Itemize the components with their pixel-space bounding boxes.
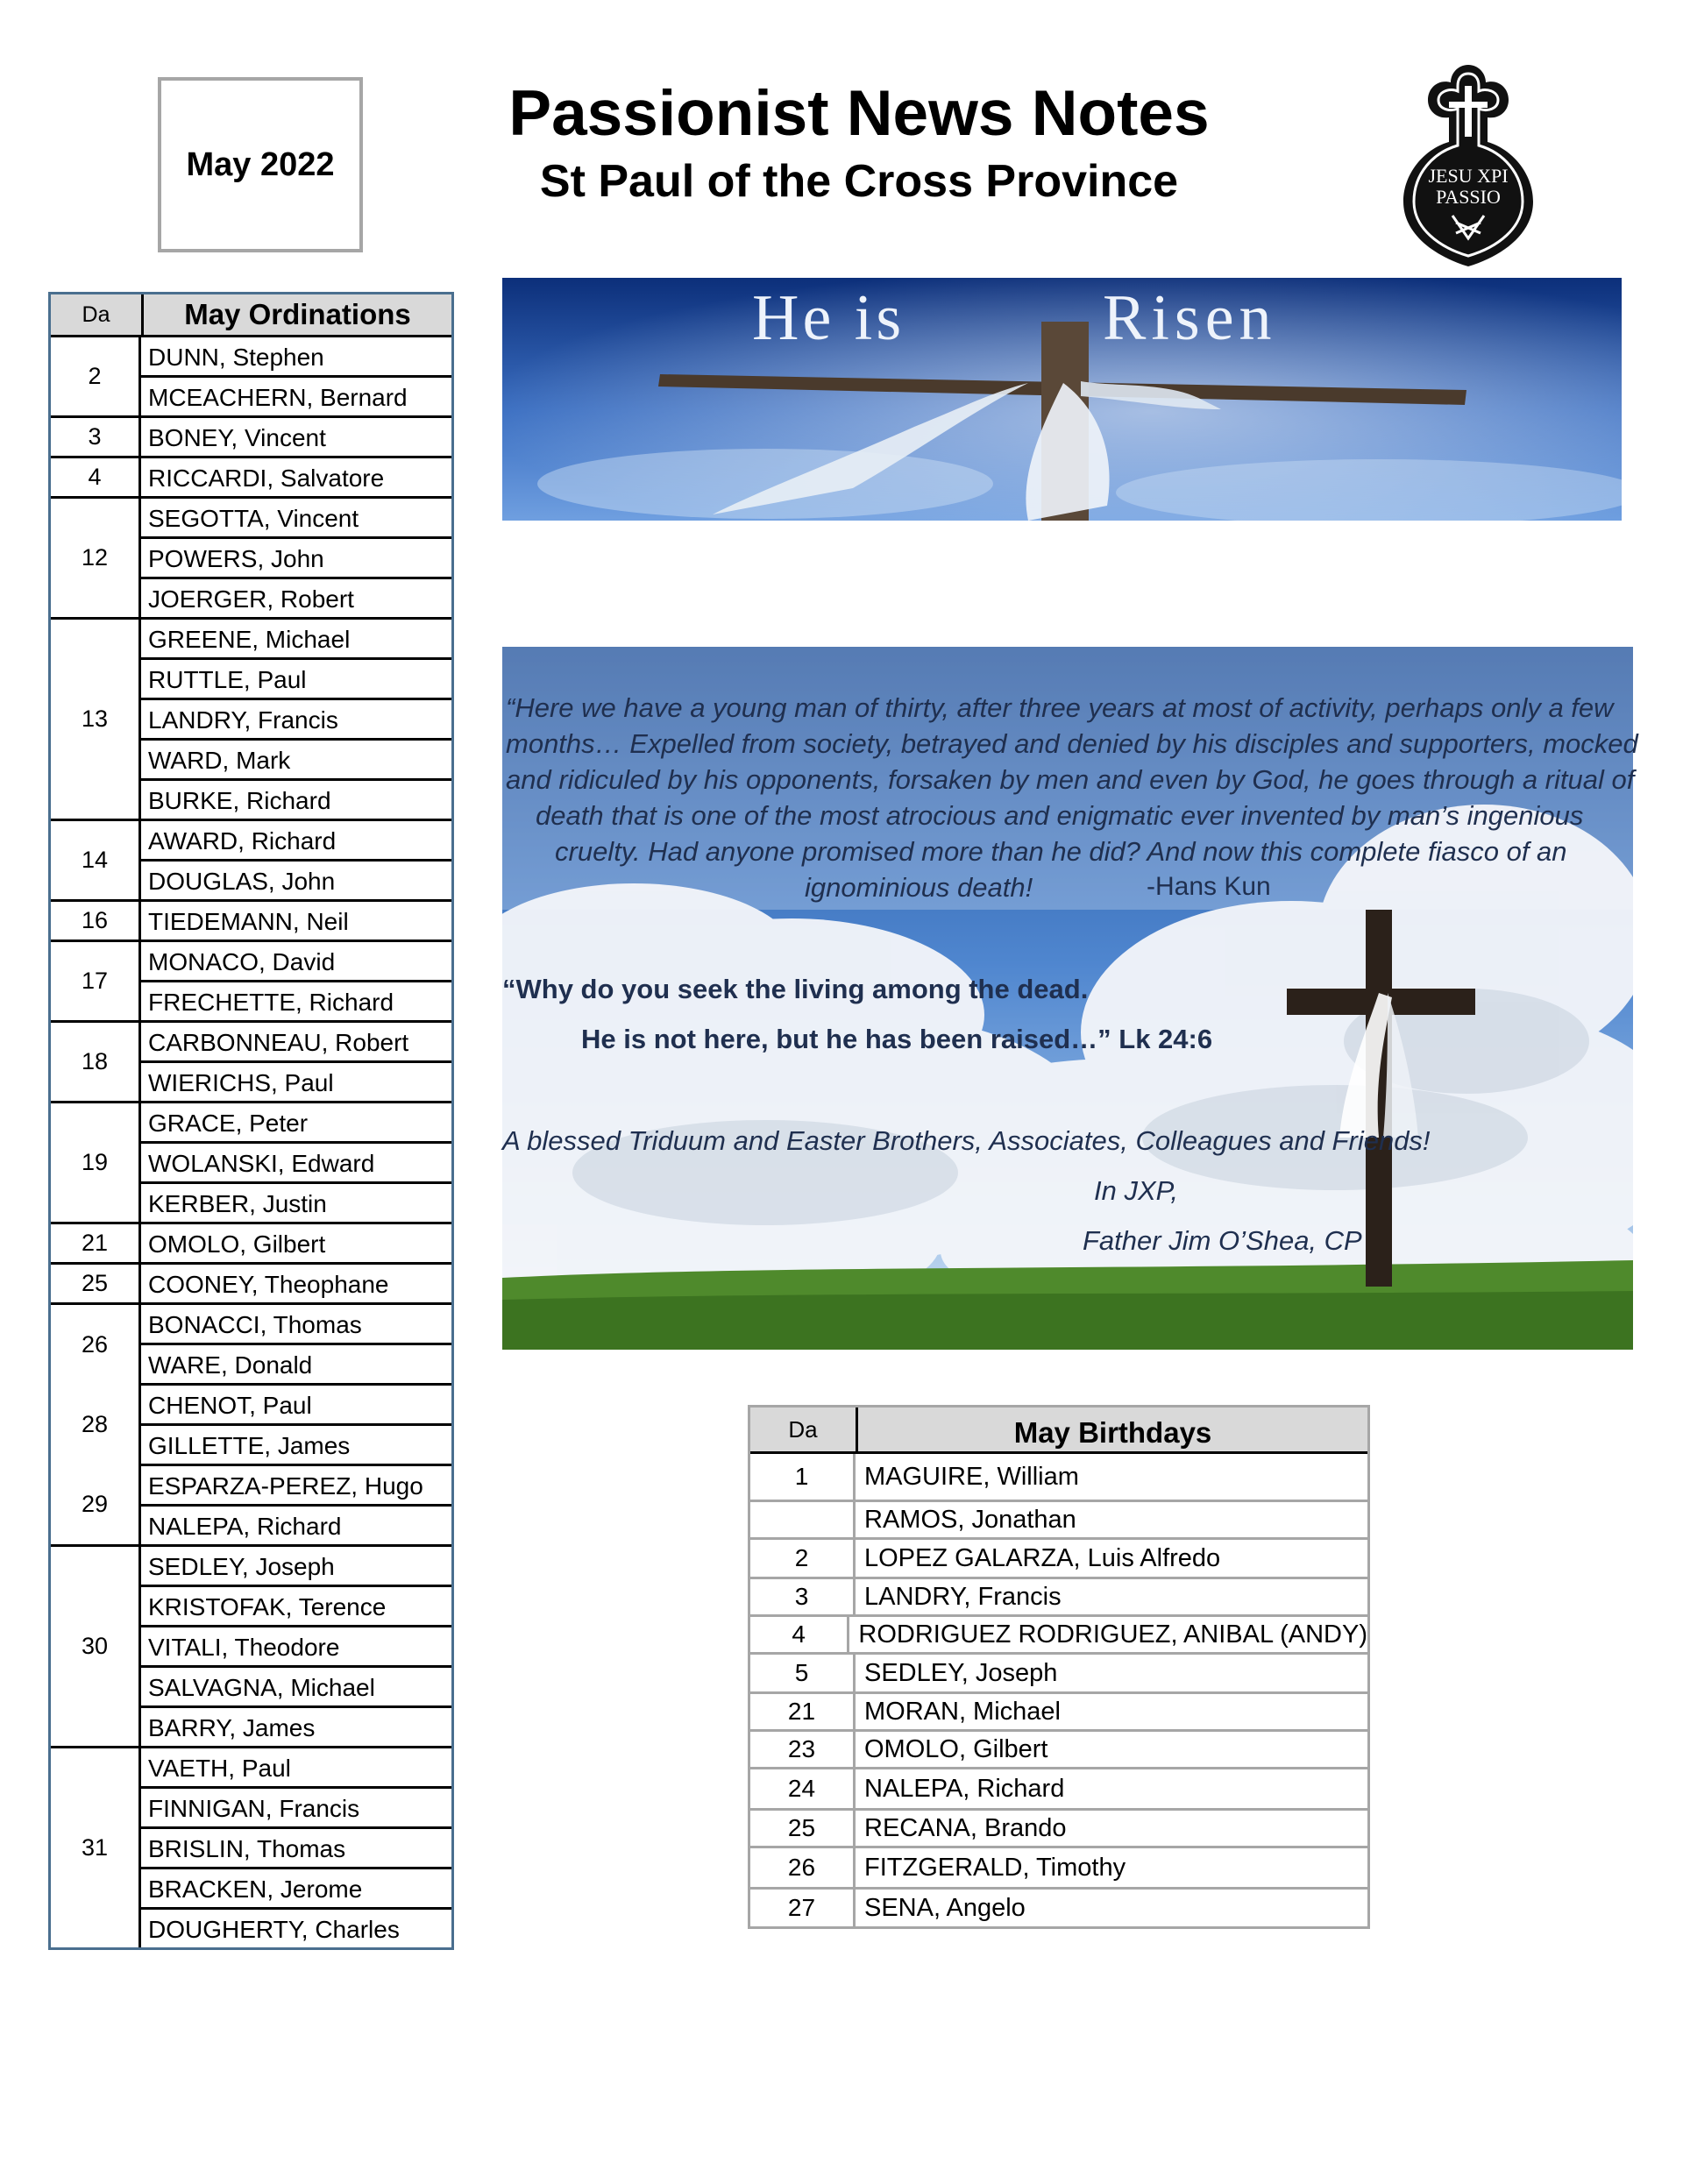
- ordinations-header: [51, 294, 451, 337]
- ordination-day: 19: [81, 1149, 109, 1175]
- ordination-day-cell: [51, 418, 141, 456]
- ordination-day-cell: [51, 620, 141, 819]
- ordination-day: 3: [88, 423, 102, 450]
- birthday-name: MAGUIRE, William: [864, 1463, 1079, 1491]
- birthday-name: FITZGERALD, Timothy: [864, 1854, 1126, 1882]
- ordination-day-cell: [51, 337, 141, 415]
- ordination-day-cell: [51, 1023, 141, 1101]
- birthday-day: 23: [750, 1732, 856, 1767]
- birthday-day: 25: [750, 1811, 856, 1846]
- ordination-day: 21: [81, 1230, 109, 1256]
- ordination-name: BRACKEN, Jerome: [141, 1869, 451, 1910]
- birthday-row: [750, 1890, 1367, 1926]
- easter-quote-card: [502, 647, 1638, 1350]
- birthday-name: RAMOS, Jonathan: [864, 1506, 1076, 1534]
- ordination-name: KRISTOFAK, Terence: [141, 1587, 451, 1627]
- ordination-day: 25: [81, 1270, 109, 1296]
- ordinations-body: [51, 337, 451, 1947]
- birthday-row: [750, 1502, 1367, 1540]
- ordination-name: BRISLIN, Thomas: [141, 1829, 451, 1869]
- birthday-row: [750, 1769, 1367, 1811]
- ordination-day: 29: [81, 1491, 109, 1517]
- ordination-name: AWARD, Richard: [141, 821, 451, 862]
- ordination-name: NALEPA, Richard: [148, 1513, 342, 1540]
- ordination-name: OMOLO, Gilbert: [148, 1230, 326, 1258]
- birthday-day: 3: [750, 1579, 856, 1614]
- ordination-day: 13: [81, 706, 109, 732]
- ordination-name: WARD, Mark: [141, 741, 451, 781]
- ordination-name: GILLETTE, James: [141, 1426, 451, 1466]
- ordination-day-group: [51, 337, 451, 418]
- quote-line-6: ignominious death!: [805, 872, 1033, 903]
- ordination-day: 28: [81, 1411, 109, 1437]
- ordinations-day-header: Da: [51, 294, 144, 335]
- birthday-name: SENA, Angelo: [864, 1894, 1026, 1922]
- ordination-day: 12: [81, 544, 109, 571]
- ordination-name: TIEDEMANN, Neil: [148, 908, 349, 935]
- verse-line-1: “Why do you seek the living among the dead.: [502, 974, 1089, 1004]
- he-is-risen-banner: [502, 278, 1622, 521]
- ordination-day: 16: [81, 907, 109, 933]
- ordination-name: CHENOT, Paul: [141, 1386, 451, 1426]
- ordination-name: KERBER, Justin: [148, 1190, 327, 1217]
- ordination-name: GRACE, Peter: [141, 1103, 451, 1144]
- birthday-day: 4: [750, 1617, 849, 1652]
- ordination-name: COONEY, Theophane: [148, 1271, 389, 1298]
- birthdays-body: [750, 1454, 1367, 1926]
- ordination-day-cell: [51, 1748, 141, 1947]
- ordination-name: FRECHETTE, Richard: [148, 989, 394, 1016]
- birthday-day: 1: [750, 1454, 856, 1500]
- ordination-day-group: [51, 942, 451, 1023]
- ordination-day-cell: [51, 1305, 141, 1544]
- ordination-name: BARRY, James: [148, 1714, 316, 1741]
- ordination-name: JOERGER, Robert: [148, 585, 354, 613]
- issue-date-box: [158, 77, 363, 252]
- birthday-name: LOPEZ GALARZA, Luis Alfredo: [864, 1544, 1221, 1572]
- ordination-name: MCEACHERN, Bernard: [148, 384, 408, 411]
- ordination-day-cell: [51, 902, 141, 940]
- ordination-day-cell: [51, 1547, 141, 1746]
- ordination-day-group: [51, 1103, 451, 1224]
- ordination-name: BONEY, Vincent: [148, 424, 326, 451]
- ordination-day-cell: [51, 1224, 141, 1262]
- ordination-name: CARBONNEAU, Robert: [141, 1023, 451, 1063]
- birthday-name: RECANA, Brando: [864, 1814, 1067, 1842]
- emblem-text-top: JESU XPI: [1428, 165, 1509, 187]
- passionist-emblem-icon: [1398, 61, 1538, 268]
- birthdays-table: [748, 1405, 1370, 1929]
- ordination-day: 17: [81, 968, 109, 994]
- ordination-name: DUNN, Stephen: [141, 337, 451, 378]
- ordination-name: LANDRY, Francis: [141, 700, 451, 741]
- page-subtitle: St Paul of the Cross Province: [539, 156, 1179, 207]
- birthday-name: MORAN, Michael: [864, 1698, 1061, 1726]
- ordination-name: WIERICHS, Paul: [148, 1069, 334, 1096]
- ordination-day-cell: [51, 499, 141, 617]
- birthday-day: 2: [750, 1540, 856, 1577]
- birthday-name: RODRIGUEZ RODRIGUEZ, ANIBAL (ANDY): [858, 1620, 1367, 1649]
- birthday-row: [750, 1617, 1367, 1655]
- quote-line-2: months… Expelled from society, betrayed and denied by his disciples and supporters, mocked: [506, 728, 1638, 759]
- ordination-day-cell: [51, 942, 141, 1020]
- ordination-name: VITALI, Theodore: [141, 1627, 451, 1668]
- ordination-day: 31: [81, 1834, 109, 1861]
- ordination-day-cell: [51, 1265, 141, 1302]
- signature-line-2: Father Jim O’Shea, CP: [1083, 1225, 1362, 1256]
- ordination-day: 18: [81, 1048, 109, 1074]
- verse-line-2: He is not here, but he has been raised…” Lk 24:6: [581, 1024, 1213, 1054]
- ordination-name: POWERS, John: [141, 539, 451, 579]
- birthday-name: SEDLEY, Joseph: [864, 1659, 1058, 1687]
- birthday-day: 24: [750, 1769, 856, 1808]
- birthday-row: [750, 1655, 1367, 1694]
- birthdays-title: May Birthdays: [1013, 1416, 1212, 1449]
- ordination-day: 2: [88, 363, 102, 389]
- ordination-name: DOUGHERTY, Charles: [148, 1916, 400, 1943]
- birthday-row: [750, 1694, 1367, 1732]
- ordination-day: 4: [88, 464, 102, 490]
- ordination-name: ESPARZA-PEREZ, Hugo: [141, 1466, 451, 1507]
- birthday-day: 21: [750, 1694, 856, 1729]
- birthdays-header: [750, 1408, 1367, 1454]
- ordination-name: DOUGLAS, John: [148, 868, 336, 895]
- ordinations-table: [48, 292, 454, 1950]
- ordinations-title: May Ordinations: [184, 298, 411, 330]
- ordination-day-cell: [51, 1103, 141, 1222]
- ordination-name: WOLANSKI, Edward: [141, 1144, 451, 1184]
- issue-date: May 2022: [186, 145, 335, 183]
- birthday-row: [750, 1848, 1367, 1890]
- birthdays-day-header: Da: [750, 1408, 858, 1451]
- ordination-day-group: [51, 620, 451, 821]
- ordination-day-group: [51, 1023, 451, 1103]
- ordination-name: BURKE, Richard: [148, 787, 331, 814]
- ordination-day-group: [51, 821, 451, 902]
- ordination-day-group: [51, 1305, 451, 1547]
- ordination-day-group: [51, 1265, 451, 1305]
- emblem-text-bottom: PASSIO: [1436, 186, 1501, 208]
- birthday-name: NALEPA, Richard: [864, 1775, 1065, 1803]
- ordination-day-group: [51, 1547, 451, 1748]
- birthday-row: [750, 1454, 1367, 1502]
- quote-attribution: -Hans Kun: [1147, 872, 1271, 901]
- ordination-name: GREENE, Michael: [141, 620, 451, 660]
- ordination-name: MONACO, David: [141, 942, 451, 982]
- ordination-day: 14: [81, 847, 109, 873]
- ordination-day: 26: [81, 1331, 109, 1358]
- ordination-day-cell: [51, 821, 141, 899]
- ordination-day-group: [51, 1748, 451, 1947]
- ordination-day: 30: [81, 1633, 109, 1659]
- ordination-name: SEGOTTA, Vincent: [141, 499, 451, 539]
- ordination-name: WARE, Donald: [141, 1345, 451, 1386]
- banner-text-risen: Risen: [1103, 282, 1277, 354]
- ordination-name: BONACCI, Thomas: [141, 1305, 451, 1345]
- quote-line-1: “Here we have a young man of thirty, after three years at most of activity, perhaps only a few: [506, 692, 1614, 723]
- quote-line-3: and ridiculed by his opponents, forsaken by men and even by God, he goes through a ritual of: [506, 764, 1635, 795]
- quote-line-4: death that is one of the most atrocious and enigmatic ever invented by man’s ingenious: [536, 800, 1584, 831]
- ordination-day-group: [51, 499, 451, 620]
- birthday-day: [750, 1502, 856, 1537]
- page-title: Passionist News Notes: [508, 78, 1210, 149]
- ordination-day-cell: [51, 458, 141, 496]
- birthday-day: 5: [750, 1655, 856, 1691]
- easter-blessing: A blessed Triduum and Easter Brothers, Associates, Colleagues and Friends!: [502, 1125, 1431, 1156]
- ordination-name: VAETH, Paul: [141, 1748, 451, 1789]
- birthday-row: [750, 1811, 1367, 1848]
- birthday-name: OMOLO, Gilbert: [864, 1735, 1048, 1763]
- signature-line-1: In JXP,: [1094, 1175, 1178, 1206]
- birthday-day: 27: [750, 1890, 856, 1926]
- banner-text-he-is: He is: [752, 282, 905, 354]
- ordination-day-group: [51, 418, 451, 458]
- ordination-name: RUTTLE, Paul: [141, 660, 451, 700]
- quote-line-5: cruelty. Had anyone promised more than he did? And now this complete fiasco of an: [555, 836, 1567, 867]
- ordination-name: RICCARDI, Salvatore: [148, 464, 385, 492]
- birthday-row: [750, 1732, 1367, 1769]
- birthday-day: 26: [750, 1848, 856, 1887]
- ordination-day-group: [51, 458, 451, 499]
- ordination-name: SEDLEY, Joseph: [141, 1547, 451, 1587]
- birthday-row: [750, 1540, 1367, 1579]
- ordination-name: SALVAGNA, Michael: [141, 1668, 451, 1708]
- ordination-name: FINNIGAN, Francis: [141, 1789, 451, 1829]
- ordination-day-group: [51, 902, 451, 942]
- birthday-name: LANDRY, Francis: [864, 1583, 1062, 1611]
- ordination-day-group: [51, 1224, 451, 1265]
- birthday-row: [750, 1579, 1367, 1617]
